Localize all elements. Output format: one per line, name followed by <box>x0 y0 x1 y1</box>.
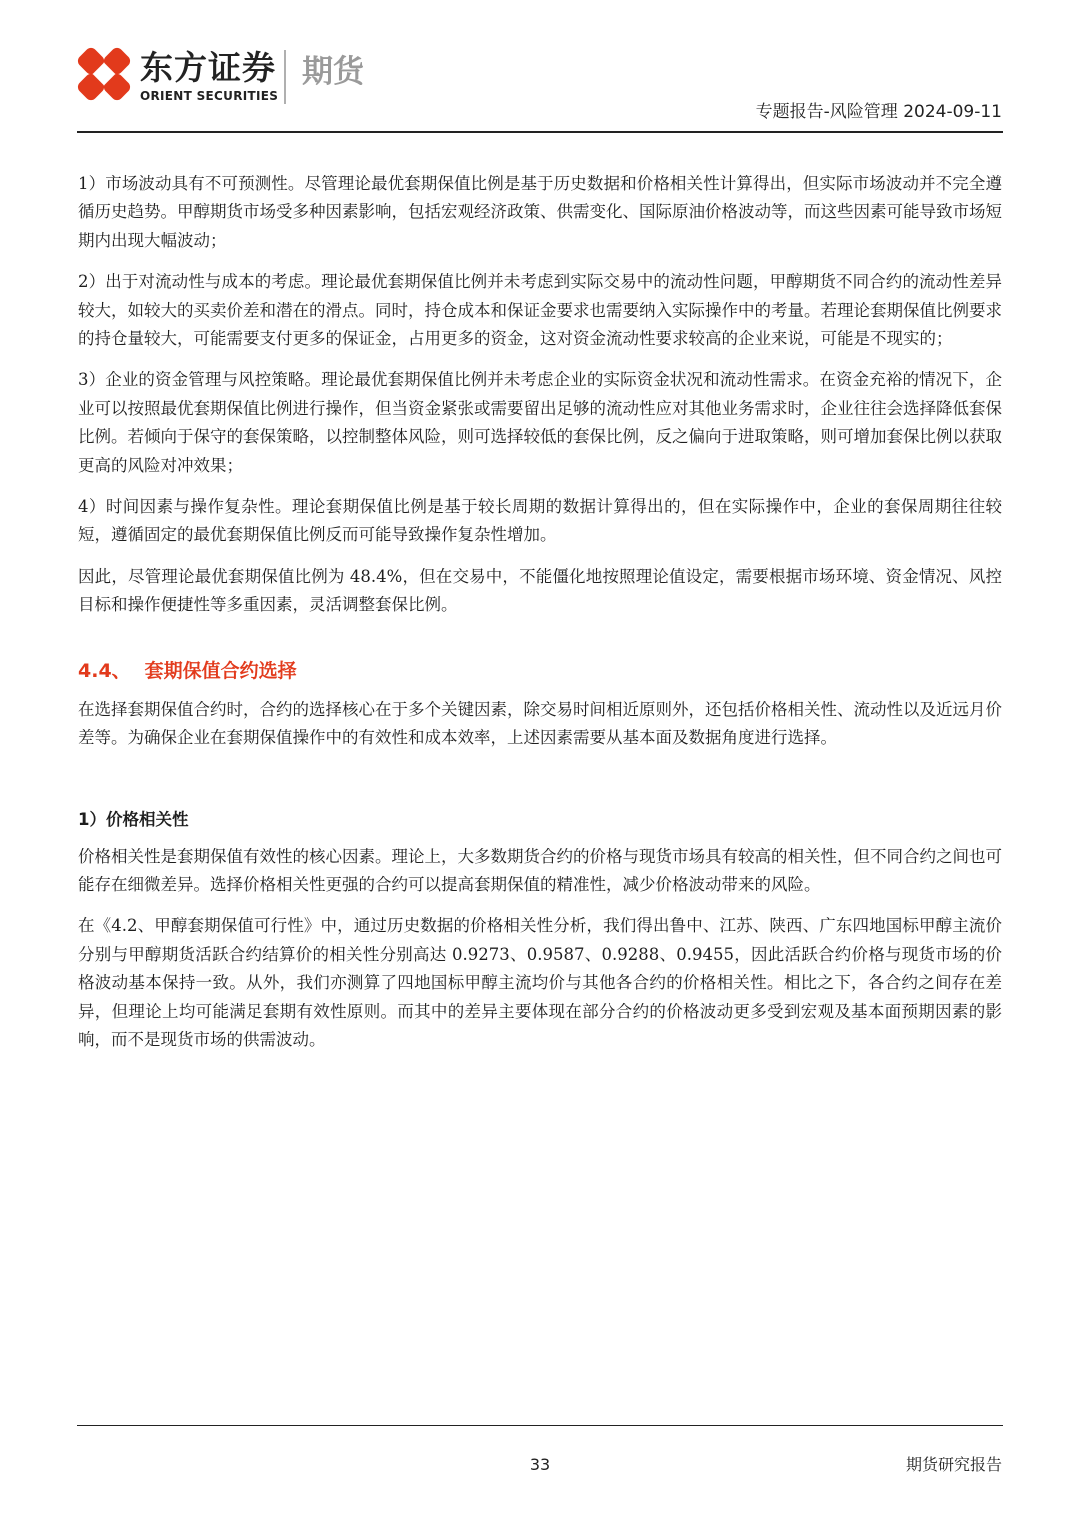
page-header <box>0 0 1080 136</box>
paragraph: 3）企业的资金管理与风控策略。理论最优套期保值比例并未考虑企业的实际资金状况和流动性需求。在资金充裕的情况下，企业可以按照最优套期保值比例进行操作，但当资金紧张或需要留出足够的流动性应对其他业务需求时，企业往往会选择降低套保比例。若倾向于保守的套保策略，以控制整体风险，则可选择较低的套保比例，反之偏向于进取策略，则可增加套保比例以获取更高的风险对冲效果； <box>78 370 1002 475</box>
page-content <box>78 170 1002 1067</box>
paragraph: 4）时间因素与操作复杂性。理论套期保值比例是基于较长周期的数据计算得出的，但在实际操作中，企业的套保周期往往较短，遵循固定的最优套期保值比例反而可能导致操作复杂性增加。 <box>78 497 1002 545</box>
brand-subtitle: 期货 <box>302 54 364 90</box>
paragraph: 2）出于对流动性与成本的考虑。理论最优套期保值比例并未考虑到实际交易中的流动性问题，甲醇期货不同合约的流动性差异较大，如较大的买卖价差和潜在的滑点。同时，持仓成本和保证金要求也需要纳入实际操作中的考量。若理论套期保值比例要求的持仓量较大，可能需要支付更多的保证金，占用更多的资金，这对资金流动性要求较高的企业来说，可能是不现实的； <box>78 272 1002 349</box>
brand-divider <box>284 50 286 104</box>
subsection-heading: 1）价格相关性 <box>78 809 189 829</box>
paragraph: 1）市场波动具有不可预测性。尽管理论最优套期保值比例是基于历史数据和价格相关性计算得出，但实际市场波动并不完全遵循历史趋势。甲醇期货市场受多种因素影响，包括宏观经济政策、供需变化、国际原油价格波动等，而这些因素可能导致市场短期内出现大幅波动； <box>78 174 1002 250</box>
report-tag: 专题报告-风险管理 2024-09-11 <box>755 102 1002 122</box>
paragraph: 在《4.2、甲醇套期保值可行性》中，通过历史数据的价格相关性分析，我们得出鲁中、江苏、陕西、广东四地国标甲醇主流价分别与甲醇期货活跃合约结算价的相关性分别高达 0.9273、0.9587、0.9288、0.9455，因此活跃合约价格与现货市场的价格波动基本保持一致。从外，我们亦测算了四地国标甲醇主流均价与其他各合约的价格相关性。相比之下，各合约之间存在差异，但理论上均可能满足套期有效性原则。而其中的差异主要体现在部分合约的价格波动更多受到宏观及基本面预期因素的影响，而不是现货市场的供需波动。 <box>78 916 1002 1049</box>
footer-rule <box>77 1425 1003 1426</box>
section-heading <box>78 656 1002 686</box>
footer-label: 期货研究报告 <box>905 1455 1002 1474</box>
brand-name-cn: 东方证券 <box>140 48 276 87</box>
page-number: 33 <box>529 1455 551 1474</box>
paragraph: 因此，尽管理论最优套期保值比例为 48.4%，但在交易中，不能僵化地按照理论值设定，需要根据市场环境、资金情况、风控目标和操作便捷性等多重因素，灵活调整套保比例。 <box>78 566 1002 615</box>
brand-name-en: ORIENT SECURITIES <box>140 89 279 103</box>
section-number: 4.4、 <box>78 659 131 682</box>
section-title: 套期保值合约选择 <box>144 659 297 682</box>
orient-securities-logo-icon <box>76 46 132 102</box>
section-intro: 在选择套期保值合约时，合约的选择核心在于多个关键因素，除交易时间相近原则外，还包括价格相关性、流动性以及近远月价差等。为确保企业在套期保值操作中的有效性和成本效率，上述因素需要从基本面及数据角度进行选择。 <box>78 699 1002 748</box>
header-rule <box>77 131 1003 133</box>
paragraph: 价格相关性是套期保值有效性的核心因素。理论上，大多数期货合约的价格与现货市场具有较高的相关性，但不同合约之间也可能存在细微差异。选择价格相关性更强的合约可以提高套期保值的精准性，减少价格波动带来的风险。 <box>78 846 1002 894</box>
